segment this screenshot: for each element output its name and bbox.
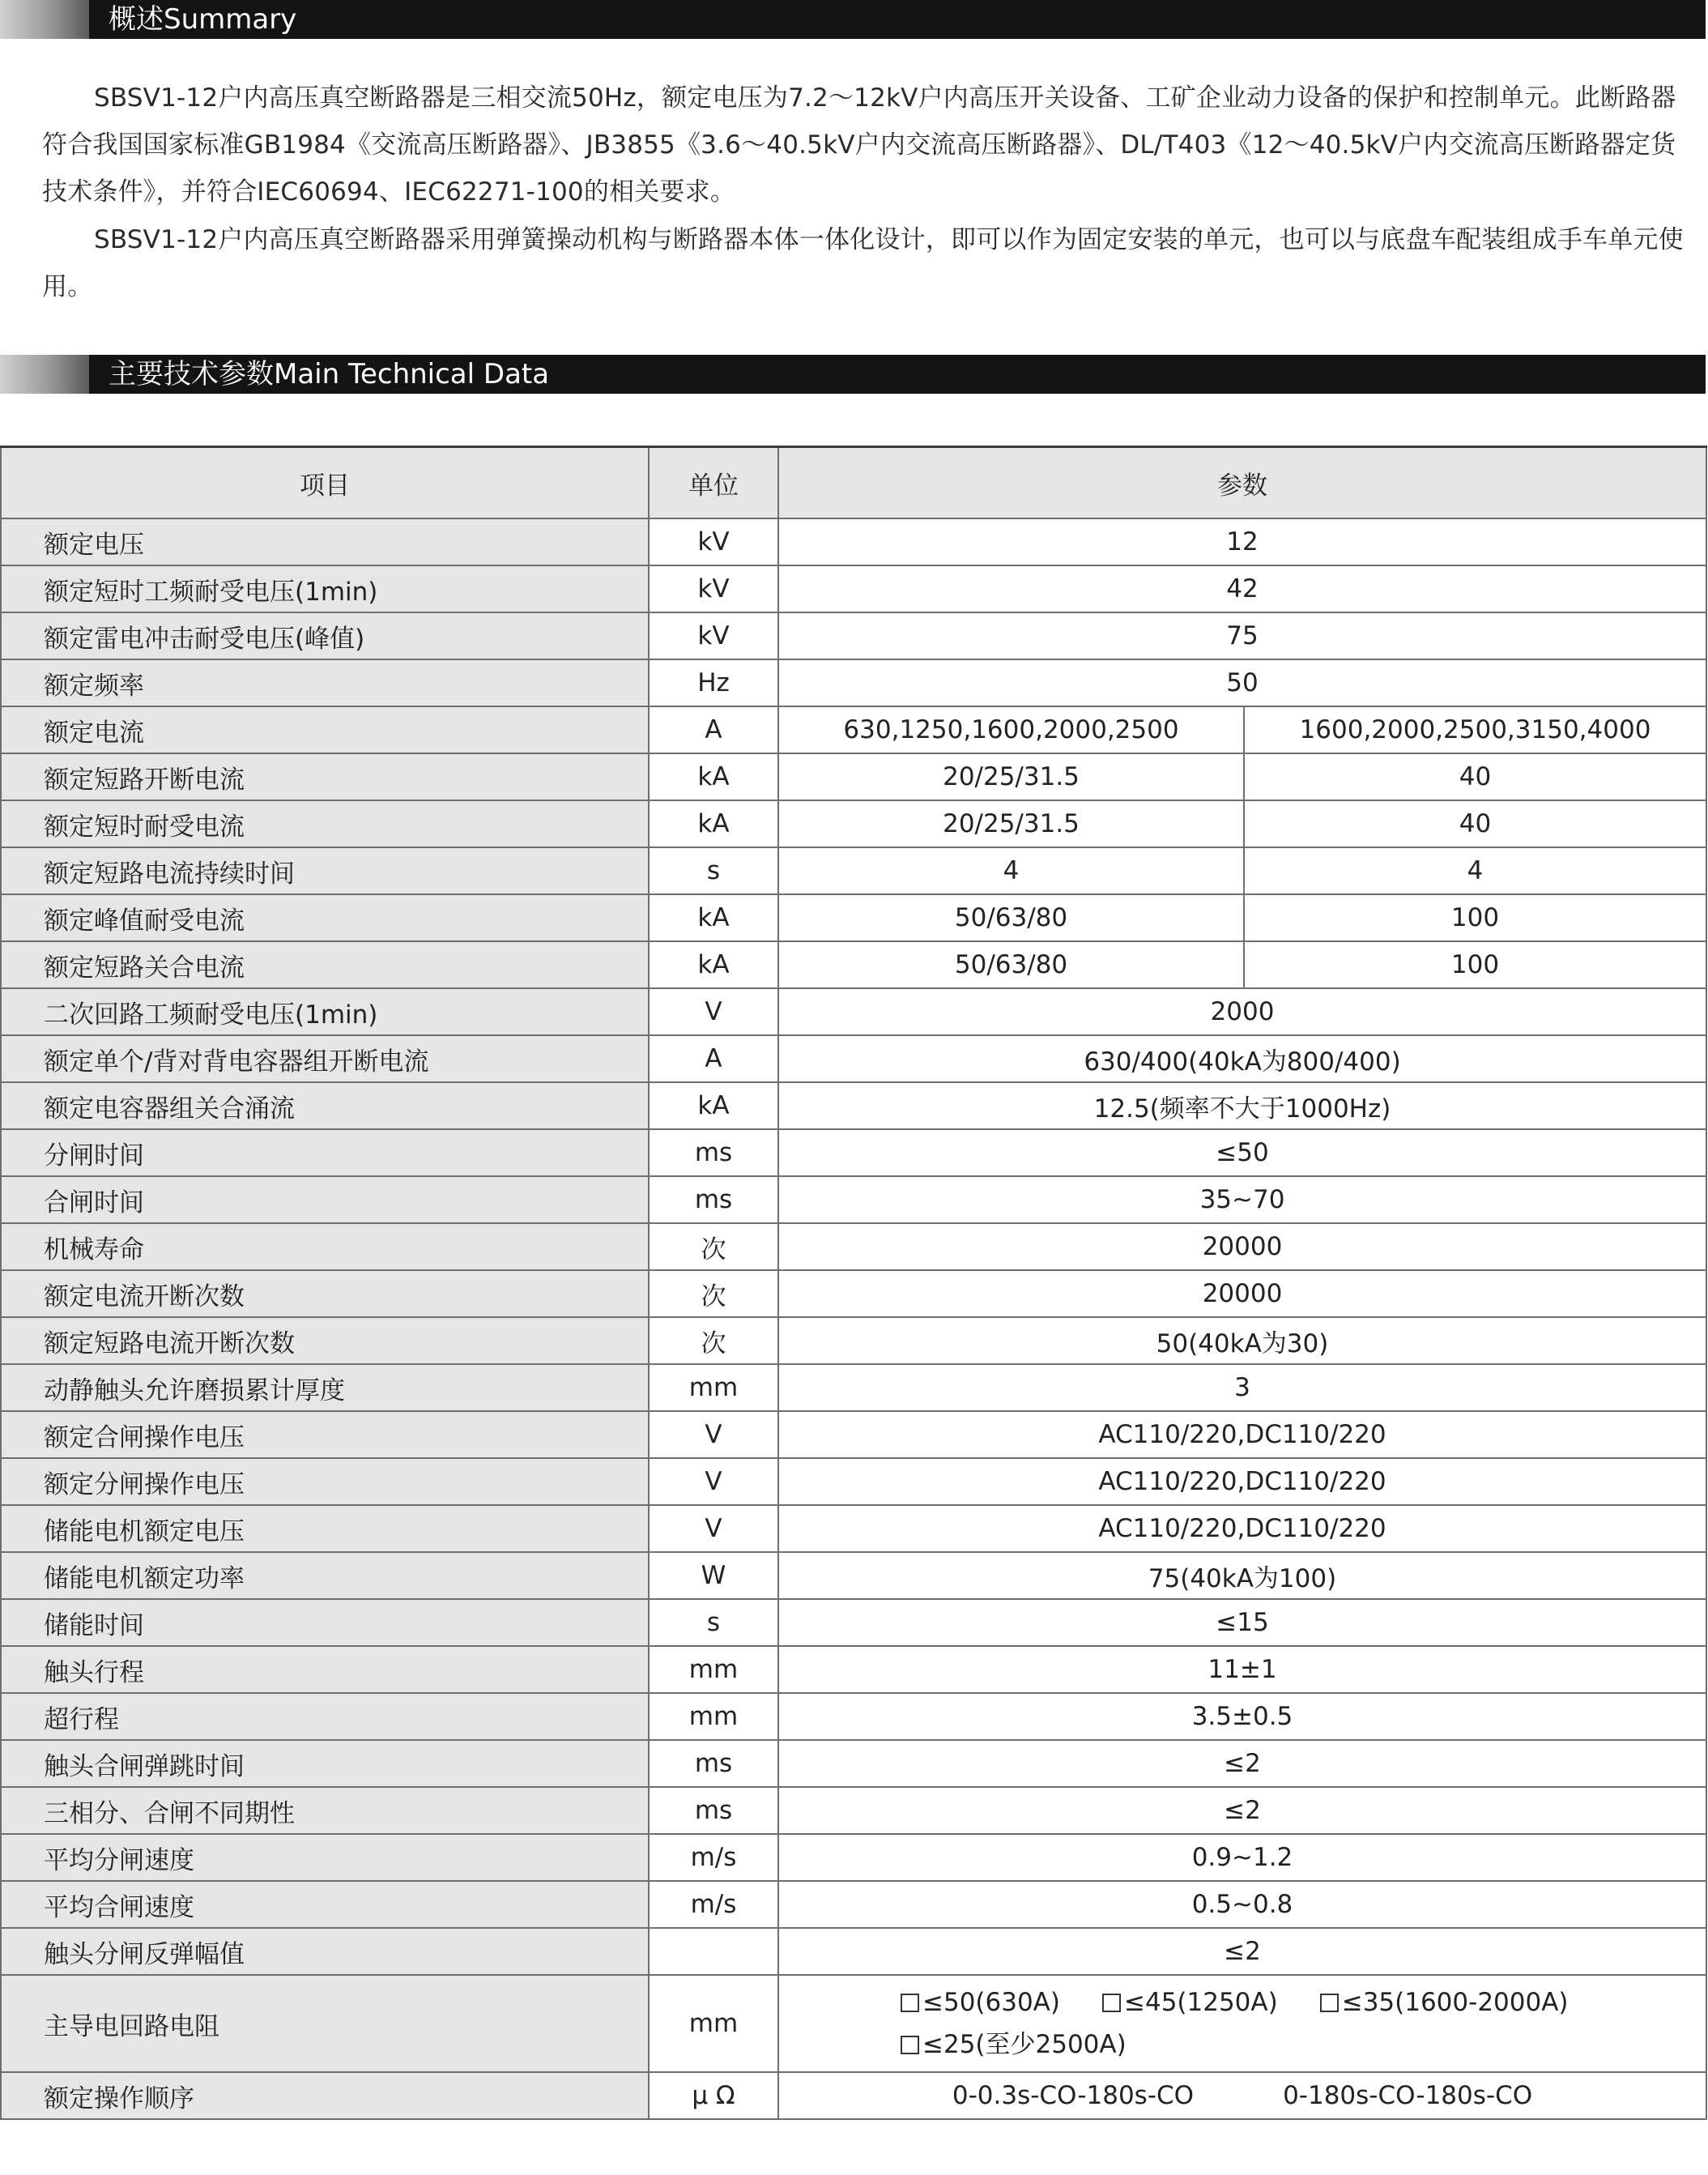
param-value: 75 bbox=[778, 612, 1706, 659]
param-name: 额定短路关合电流 bbox=[1, 941, 649, 988]
table-row bbox=[1, 706, 1706, 753]
param-value: 0.9~1.2 bbox=[778, 1834, 1706, 1881]
param-unit: mm bbox=[649, 1693, 778, 1740]
table-row bbox=[1, 1082, 1706, 1129]
resistance-option-label: ≤25(至少2500A) bbox=[922, 2030, 1127, 2059]
param-unit: m/s bbox=[649, 1834, 778, 1881]
param-name: 分闸时间 bbox=[1, 1129, 649, 1176]
summary-section-title: 概述Summary bbox=[109, 3, 297, 36]
param-value-right: 100 bbox=[1244, 894, 1706, 941]
param-name: 额定峰值耐受电流 bbox=[1, 894, 649, 941]
table-row bbox=[1, 1740, 1706, 1787]
param-unit: V bbox=[649, 988, 778, 1035]
param-name: 三相分、合闸不同期性 bbox=[1, 1787, 649, 1834]
resistance-option-label: ≤45(1250A) bbox=[1124, 1988, 1278, 2017]
param-value: 11±1 bbox=[778, 1646, 1706, 1693]
resistance-option-label: ≤35(1600-2000A) bbox=[1341, 1988, 1569, 2017]
param-unit: kV bbox=[649, 565, 778, 612]
param-value: ≤50 bbox=[778, 1129, 1706, 1176]
table-row bbox=[1, 1646, 1706, 1693]
table-row bbox=[1, 847, 1706, 894]
param-name: 额定短时耐受电流 bbox=[1, 800, 649, 847]
table-row-resistance bbox=[1, 1975, 1706, 2072]
table-row bbox=[1, 1834, 1706, 1881]
param-unit: kA bbox=[649, 753, 778, 800]
technical-data-table-body bbox=[1, 447, 1706, 2120]
table-row bbox=[1, 1693, 1706, 1740]
resistance-options bbox=[778, 1975, 1706, 2072]
header-item: 项目 bbox=[1, 447, 649, 519]
table-row bbox=[1, 753, 1706, 800]
param-value: 20000 bbox=[778, 1223, 1706, 1270]
param-unit: μ Ω bbox=[649, 2072, 778, 2119]
technical-data-table bbox=[0, 446, 1707, 2120]
param-unit: kA bbox=[649, 894, 778, 941]
table-row bbox=[1, 1411, 1706, 1458]
param-unit: A bbox=[649, 706, 778, 753]
param-unit: V bbox=[649, 1505, 778, 1552]
param-name: 平均分闸速度 bbox=[1, 1834, 649, 1881]
table-row bbox=[1, 1787, 1706, 1834]
param-value: 12.5(频率不大于1000Hz) bbox=[778, 1082, 1706, 1129]
param-unit: kA bbox=[649, 1082, 778, 1129]
param-name: 额定雷电冲击耐受电压(峰值) bbox=[1, 612, 649, 659]
param-unit bbox=[649, 1928, 778, 1975]
param-unit: 次 bbox=[649, 1223, 778, 1270]
param-name: 额定短路电流持续时间 bbox=[1, 847, 649, 894]
table-row bbox=[1, 1317, 1706, 1364]
param-unit: mm bbox=[649, 1975, 778, 2072]
param-name: 储能电机额定电压 bbox=[1, 1505, 649, 1552]
resistance-option bbox=[1320, 1981, 1569, 2024]
param-unit: V bbox=[649, 1458, 778, 1505]
param-name: 主导电回路电阻 bbox=[1, 1975, 649, 2072]
table-row bbox=[1, 1505, 1706, 1552]
param-unit: W bbox=[649, 1552, 778, 1599]
param-value-left: 20/25/31.5 bbox=[778, 753, 1244, 800]
param-value: ≤2 bbox=[778, 1787, 1706, 1834]
sequence-value: 0-0.3s-CO-180s-CO bbox=[952, 2081, 1195, 2110]
param-value: AC110/220,DC110/220 bbox=[778, 1411, 1706, 1458]
summary-paragraph-1: SBSV1-12户内高压真空断路器是三相交流50Hz，额定电压为7.2～12kV户内高压开关设备、工矿企业动力设备的保护和控制单元。此断路器符合我国国家标准GB1984《交流高压断路器》、JB3855《3.6～40.5kV户内交流高压断路器》、DL/T403《12～40.5kV户内交流高压断路器定货技术条件》，并符合IEC60694、IEC62271-100的相关要求。 bbox=[42, 83, 1676, 207]
param-unit: ms bbox=[649, 1740, 778, 1787]
table-row bbox=[1, 1176, 1706, 1223]
param-name: 二次回路工频耐受电压(1min) bbox=[1, 988, 649, 1035]
table-row bbox=[1, 518, 1706, 565]
param-unit: s bbox=[649, 1599, 778, 1646]
resistance-option bbox=[901, 2024, 1127, 2066]
technical-data-section-bar bbox=[0, 355, 1706, 394]
param-name: 额定频率 bbox=[1, 659, 649, 706]
param-value: 20000 bbox=[778, 1270, 1706, 1317]
header-param: 参数 bbox=[778, 447, 1706, 519]
param-name: 触头分闸反弹幅值 bbox=[1, 1928, 649, 1975]
table-row bbox=[1, 1599, 1706, 1646]
param-unit: V bbox=[649, 1411, 778, 1458]
param-unit: Hz bbox=[649, 659, 778, 706]
param-unit: kA bbox=[649, 941, 778, 988]
param-value: AC110/220,DC110/220 bbox=[778, 1458, 1706, 1505]
param-unit: ms bbox=[649, 1787, 778, 1834]
table-row bbox=[1, 894, 1706, 941]
checkbox-square-icon bbox=[1320, 1994, 1339, 2012]
table-row bbox=[1, 988, 1706, 1035]
section-bar-accent bbox=[0, 355, 89, 394]
param-name: 额定分闸操作电压 bbox=[1, 1458, 649, 1505]
param-name: 触头行程 bbox=[1, 1646, 649, 1693]
param-value-left: 630,1250,1600,2000,2500 bbox=[778, 706, 1244, 753]
param-value: 35~70 bbox=[778, 1176, 1706, 1223]
summary-section-bar bbox=[0, 0, 1706, 39]
resistance-option-label: ≤50(630A) bbox=[922, 1988, 1060, 2017]
param-name: 超行程 bbox=[1, 1693, 649, 1740]
table-row bbox=[1, 1364, 1706, 1411]
param-value-right: 1600,2000,2500,3150,4000 bbox=[1244, 706, 1706, 753]
param-name: 额定电流 bbox=[1, 706, 649, 753]
param-unit: mm bbox=[649, 1364, 778, 1411]
param-unit: m/s bbox=[649, 1881, 778, 1928]
param-unit: s bbox=[649, 847, 778, 894]
table-row bbox=[1, 1458, 1706, 1505]
param-name: 额定短路开断电流 bbox=[1, 753, 649, 800]
param-unit: 次 bbox=[649, 1317, 778, 1364]
param-name: 额定电流开断次数 bbox=[1, 1270, 649, 1317]
param-value: AC110/220,DC110/220 bbox=[778, 1505, 1706, 1552]
param-name: 动静触头允许磨损累计厚度 bbox=[1, 1364, 649, 1411]
param-name: 额定电容器组关合涌流 bbox=[1, 1082, 649, 1129]
table-row bbox=[1, 1552, 1706, 1599]
table-row bbox=[1, 1223, 1706, 1270]
param-name: 储能时间 bbox=[1, 1599, 649, 1646]
resistance-option bbox=[1102, 1981, 1278, 2024]
table-row-sequence bbox=[1, 2072, 1706, 2119]
param-name: 储能电机额定功率 bbox=[1, 1552, 649, 1599]
section-bar-accent bbox=[0, 0, 89, 39]
param-unit: ms bbox=[649, 1129, 778, 1176]
checkbox-square-icon bbox=[901, 1994, 919, 2012]
summary-paragraph-2: SBSV1-12户内高压真空断路器采用弹簧操动机构与断路器本体一体化设计，即可以作为固定安装的单元，也可以与底盘车配装组成手车单元使用。 bbox=[42, 225, 1684, 301]
sequence-value: 0-180s-CO-180s-CO bbox=[1283, 2081, 1533, 2110]
param-value: ≤2 bbox=[778, 1928, 1706, 1975]
param-name: 额定短路电流开断次数 bbox=[1, 1317, 649, 1364]
param-name: 合闸时间 bbox=[1, 1176, 649, 1223]
param-unit: 次 bbox=[649, 1270, 778, 1317]
param-value-right: 100 bbox=[1244, 941, 1706, 988]
table-row bbox=[1, 800, 1706, 847]
param-value: 42 bbox=[778, 565, 1706, 612]
table-header-row bbox=[1, 447, 1706, 519]
table-row bbox=[1, 1270, 1706, 1317]
param-unit: ms bbox=[649, 1176, 778, 1223]
param-value: 75(40kA为100) bbox=[778, 1552, 1706, 1599]
table-row bbox=[1, 1881, 1706, 1928]
param-unit: kA bbox=[649, 800, 778, 847]
technical-data-section-title: 主要技术参数Main Technical Data bbox=[109, 358, 550, 390]
param-value-left: 20/25/31.5 bbox=[778, 800, 1244, 847]
param-name: 额定操作顺序 bbox=[1, 2072, 649, 2119]
param-name: 平均合闸速度 bbox=[1, 1881, 649, 1928]
param-value-left: 4 bbox=[778, 847, 1244, 894]
checkbox-square-icon bbox=[901, 2036, 919, 2054]
param-value: 50 bbox=[778, 659, 1706, 706]
table-row bbox=[1, 659, 1706, 706]
header-unit: 单位 bbox=[649, 447, 778, 519]
param-unit: mm bbox=[649, 1646, 778, 1693]
checkbox-square-icon bbox=[1102, 1994, 1121, 2012]
param-value: 12 bbox=[778, 518, 1706, 565]
table-row bbox=[1, 565, 1706, 612]
param-value: 50(40kA为30) bbox=[778, 1317, 1706, 1364]
param-value: 630/400(40kA为800/400) bbox=[778, 1035, 1706, 1082]
param-value: ≤2 bbox=[778, 1740, 1706, 1787]
param-value-left: 50/63/80 bbox=[778, 941, 1244, 988]
param-unit: kV bbox=[649, 518, 778, 565]
param-name: 额定电压 bbox=[1, 518, 649, 565]
resistance-option bbox=[901, 1981, 1060, 2024]
param-value: 3 bbox=[778, 1364, 1706, 1411]
param-value: 3.5±0.5 bbox=[778, 1693, 1706, 1740]
param-name: 额定合闸操作电压 bbox=[1, 1411, 649, 1458]
param-value-right: 40 bbox=[1244, 800, 1706, 847]
param-name: 额定单个/背对背电容器组开断电流 bbox=[1, 1035, 649, 1082]
param-name: 额定短时工频耐受电压(1min) bbox=[1, 565, 649, 612]
table-row bbox=[1, 941, 1706, 988]
param-unit: kV bbox=[649, 612, 778, 659]
table-row bbox=[1, 1928, 1706, 1975]
param-name: 触头合闸弹跳时间 bbox=[1, 1740, 649, 1787]
param-name: 机械寿命 bbox=[1, 1223, 649, 1270]
sequence-values bbox=[778, 2072, 1706, 2119]
param-value: 0.5~0.8 bbox=[778, 1881, 1706, 1928]
table-row bbox=[1, 1035, 1706, 1082]
table-row bbox=[1, 1129, 1706, 1176]
param-value: ≤15 bbox=[778, 1599, 1706, 1646]
param-value-right: 40 bbox=[1244, 753, 1706, 800]
table-row bbox=[1, 612, 1706, 659]
param-value: 2000 bbox=[778, 988, 1706, 1035]
param-unit: A bbox=[649, 1035, 778, 1082]
param-value-left: 50/63/80 bbox=[778, 894, 1244, 941]
param-value-right: 4 bbox=[1244, 847, 1706, 894]
